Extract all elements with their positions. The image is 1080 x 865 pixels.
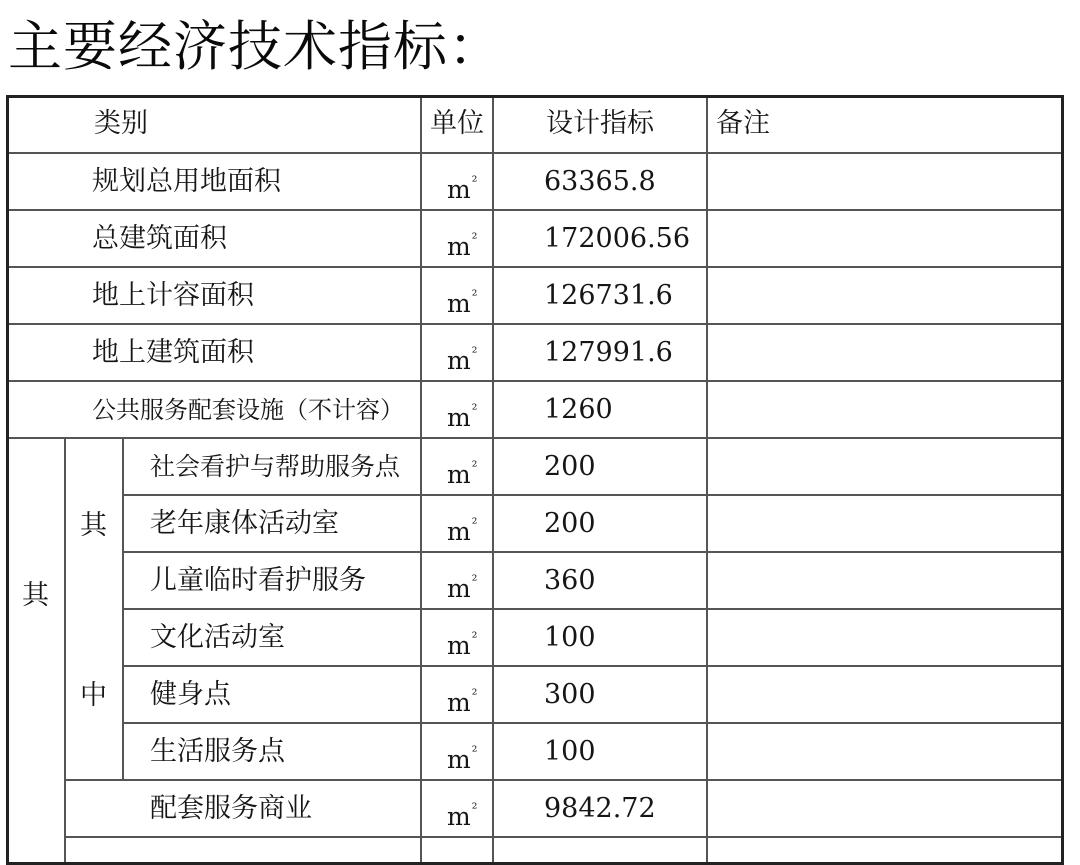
row-divider bbox=[6, 380, 1064, 382]
row-unit: $m^{^2}$ bbox=[447, 744, 478, 774]
row-label: 规划总用地面积 bbox=[92, 166, 281, 197]
row-label: 地上建筑面积 bbox=[92, 337, 254, 368]
row-divider bbox=[6, 209, 1064, 211]
row-label: 总建筑面积 bbox=[92, 223, 227, 254]
header-design: 设计指标 bbox=[546, 108, 654, 139]
row-label: 社会看护与帮助服务点 bbox=[150, 452, 401, 481]
page-title: 主要经济技术指标： bbox=[8, 15, 503, 78]
column-divider bbox=[706, 95, 708, 865]
row-value: 200 bbox=[544, 508, 596, 539]
row-label: 配套服务商业 bbox=[150, 793, 312, 824]
row-divider bbox=[6, 152, 1064, 154]
row-unit: $m^{^2}$ bbox=[447, 630, 478, 660]
row-value: 300 bbox=[544, 679, 596, 710]
row-label: 老年康体活动室 bbox=[150, 508, 339, 539]
row-value: 127991.6 bbox=[544, 337, 673, 368]
indicator-table bbox=[6, 95, 1064, 865]
row-divider bbox=[122, 665, 1064, 667]
row-unit: $m^{^2}$ bbox=[447, 801, 478, 831]
row-unit: $m^{^2}$ bbox=[447, 174, 478, 204]
row-label: 健身点 bbox=[150, 679, 231, 710]
row-divider bbox=[6, 323, 1064, 325]
row-unit: $m^{^2}$ bbox=[447, 345, 478, 375]
row-value: 200 bbox=[544, 451, 596, 482]
row-unit: $m^{^2}$ bbox=[447, 288, 478, 318]
group-label-inner-2: 中 bbox=[80, 680, 107, 711]
row-label: 生活服务点 bbox=[150, 736, 285, 767]
row-divider bbox=[6, 437, 1064, 439]
row-divider bbox=[122, 722, 1064, 724]
row-divider bbox=[122, 494, 1064, 496]
header-category: 类别 bbox=[94, 108, 148, 139]
row-unit: $m^{^2}$ bbox=[447, 402, 478, 432]
row-value: 63365.8 bbox=[544, 166, 656, 197]
column-divider bbox=[492, 95, 494, 865]
row-value: 360 bbox=[544, 565, 596, 596]
row-unit: $m^{^2}$ bbox=[447, 516, 478, 546]
header-note: 备注 bbox=[716, 108, 770, 139]
group-label-inner-1: 其 bbox=[80, 510, 107, 541]
row-value: 172006.56 bbox=[544, 223, 691, 254]
row-value: 100 bbox=[544, 736, 596, 767]
header-unit: 单位 bbox=[430, 108, 484, 139]
row-divider bbox=[6, 266, 1064, 268]
column-divider bbox=[420, 95, 422, 865]
row-divider bbox=[64, 779, 1064, 781]
row-label: 儿童临时看护服务 bbox=[150, 565, 366, 596]
row-value: 100 bbox=[544, 622, 596, 653]
row-value: 9842.72 bbox=[544, 793, 656, 824]
row-value: 1260 bbox=[544, 394, 613, 425]
row-unit: $m^{^2}$ bbox=[447, 687, 478, 717]
row-divider bbox=[122, 551, 1064, 553]
column-divider bbox=[122, 437, 124, 779]
group-label-outer: 其 bbox=[22, 580, 49, 611]
column-divider bbox=[64, 437, 66, 865]
row-divider bbox=[64, 836, 1064, 838]
row-label: 地上计容面积 bbox=[92, 280, 254, 311]
row-label: 文化活动室 bbox=[150, 622, 285, 653]
row-unit: $m^{^2}$ bbox=[447, 231, 478, 261]
row-unit: $m^{^2}$ bbox=[447, 573, 478, 603]
row-unit: $m^{^2}$ bbox=[447, 459, 478, 489]
row-label: 公共服务配套设施（不计容） bbox=[92, 396, 404, 424]
row-divider bbox=[122, 608, 1064, 610]
row-value: 126731.6 bbox=[544, 280, 673, 311]
